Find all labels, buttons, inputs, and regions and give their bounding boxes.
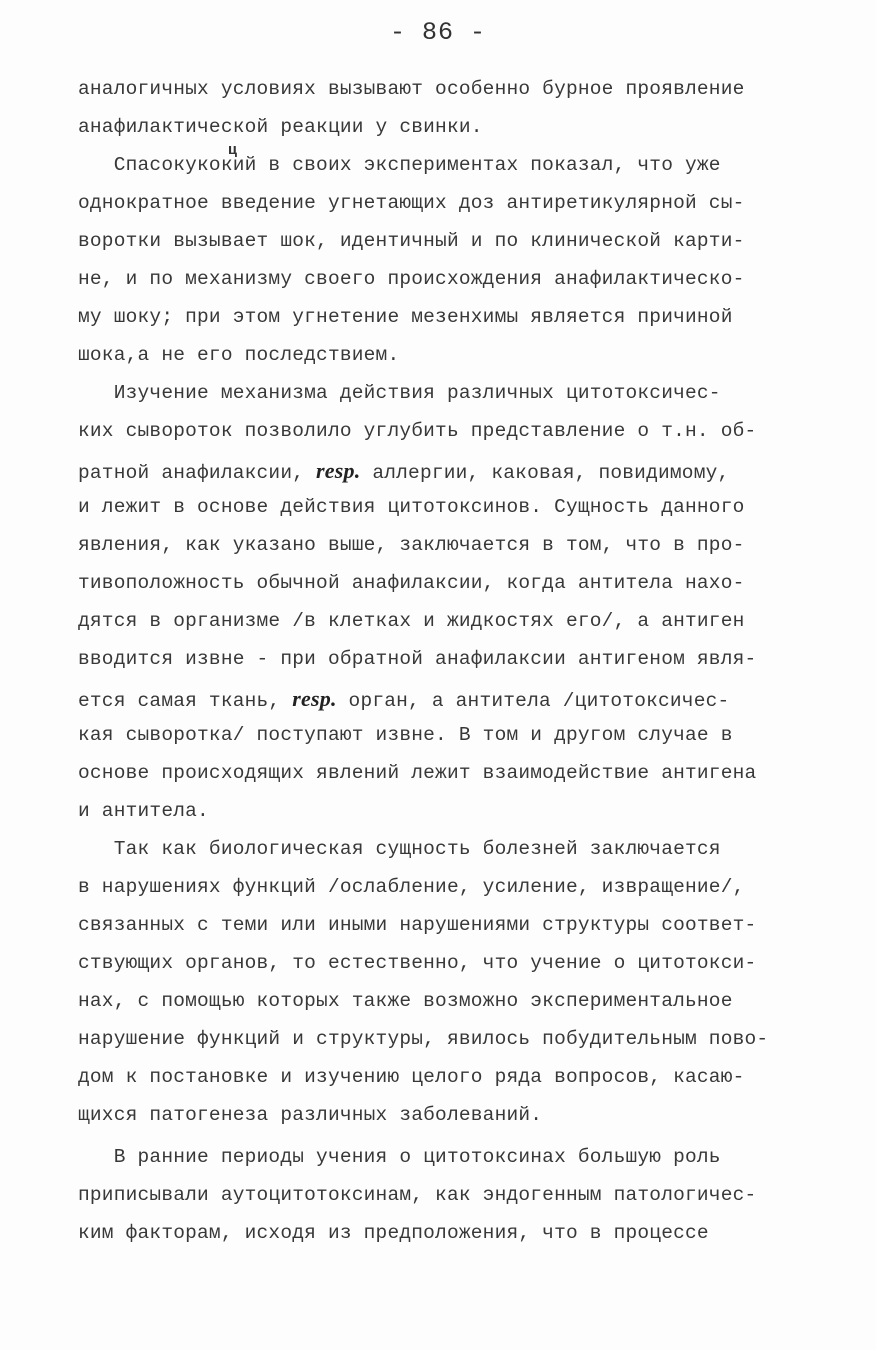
text-line: и лежит в основе действия цитотоксинов. Сущность данного	[78, 496, 745, 518]
text-line: в нарушениях функций /ослабление, усиление, извращение/,	[78, 876, 745, 898]
text-line: В ранние периоды учения о цитотоксинах большую роль	[78, 1146, 721, 1168]
page-number: - 86 -	[389, 18, 486, 47]
text-line: приписывали аутоцитотоксинам, как эндогенным патологичес-	[78, 1184, 757, 1206]
text-line: дом к постановке и изучению целого ряда вопросов, касаю-	[78, 1066, 745, 1088]
text-line: и антитела.	[78, 800, 209, 822]
handwritten-resp: resp.	[316, 458, 361, 483]
text-line: связанных с теми или иными нарушениями структуры соответ-	[78, 914, 757, 936]
text-segment: ратной анафилаксии,	[78, 462, 305, 484]
text-line: нах, с помощью которых также возможно экспериментальное	[78, 990, 733, 1012]
text-line: явления, как указано выше, заключается в том, что в про-	[78, 534, 745, 556]
text-line: тивоположность обычной анафилаксии, когда антитела нахо-	[78, 572, 745, 594]
text-line: воротки вызывает шок, идентичный и по клинической карти-	[78, 230, 745, 252]
text-line-with-resp	[78, 686, 729, 712]
text-segment: аллергии, каковая, повидимому,	[360, 462, 730, 484]
text-line: ким факторам, исходя из предположения, что в процессе	[78, 1222, 709, 1244]
text-line: Изучение механизма действия различных цитотоксичес-	[78, 382, 721, 404]
text-line: основе происходящих явлений лежит взаимодействие антигена	[78, 762, 757, 784]
text-line: ких сывороток позволило углубить представление о т.н. об-	[78, 420, 757, 442]
text-line: шока,а не его последствием.	[78, 344, 400, 366]
text-line: ствующих органов, то естественно, что учение о цитотокси-	[78, 952, 757, 974]
text-line: му шоку; при этом угнетение мезенхимы является причиной	[78, 306, 733, 328]
text-line: кая сыворотка/ поступают извне. В том и другом случае в	[78, 724, 733, 746]
text-line: анафилактической реакции у свинки.	[78, 116, 483, 138]
text-segment: орган, а антитела /цитотоксичес-	[336, 690, 730, 712]
handwritten-correction: ц	[228, 142, 238, 159]
handwritten-resp: resp.	[292, 686, 337, 711]
text-line: Спасокукокий в своих экспериментах показал, что уже	[78, 154, 721, 176]
text-segment: ется самая ткань,	[78, 690, 281, 712]
text-line: не, и по механизму своего происхождения анафилактическо-	[78, 268, 745, 290]
text-line-with-resp	[78, 458, 729, 484]
text-line: однократное введение угнетающих доз антиретикулярной сы-	[78, 192, 745, 214]
text-line: нарушение функций и структуры, явилось побудительным пово-	[78, 1028, 769, 1050]
text-line: аналогичных условиях вызывают особенно бурное проявление	[78, 78, 745, 100]
text-line: вводится извне - при обратной анафилаксии антигеном явля-	[78, 648, 757, 670]
text-line: щихся патогенеза различных заболеваний.	[78, 1104, 543, 1126]
text-line: дятся в организме /в клетках и жидкостях его/, а антиген	[78, 610, 745, 632]
text-line: Так как биологическая сущность болезней заключается	[78, 838, 721, 860]
